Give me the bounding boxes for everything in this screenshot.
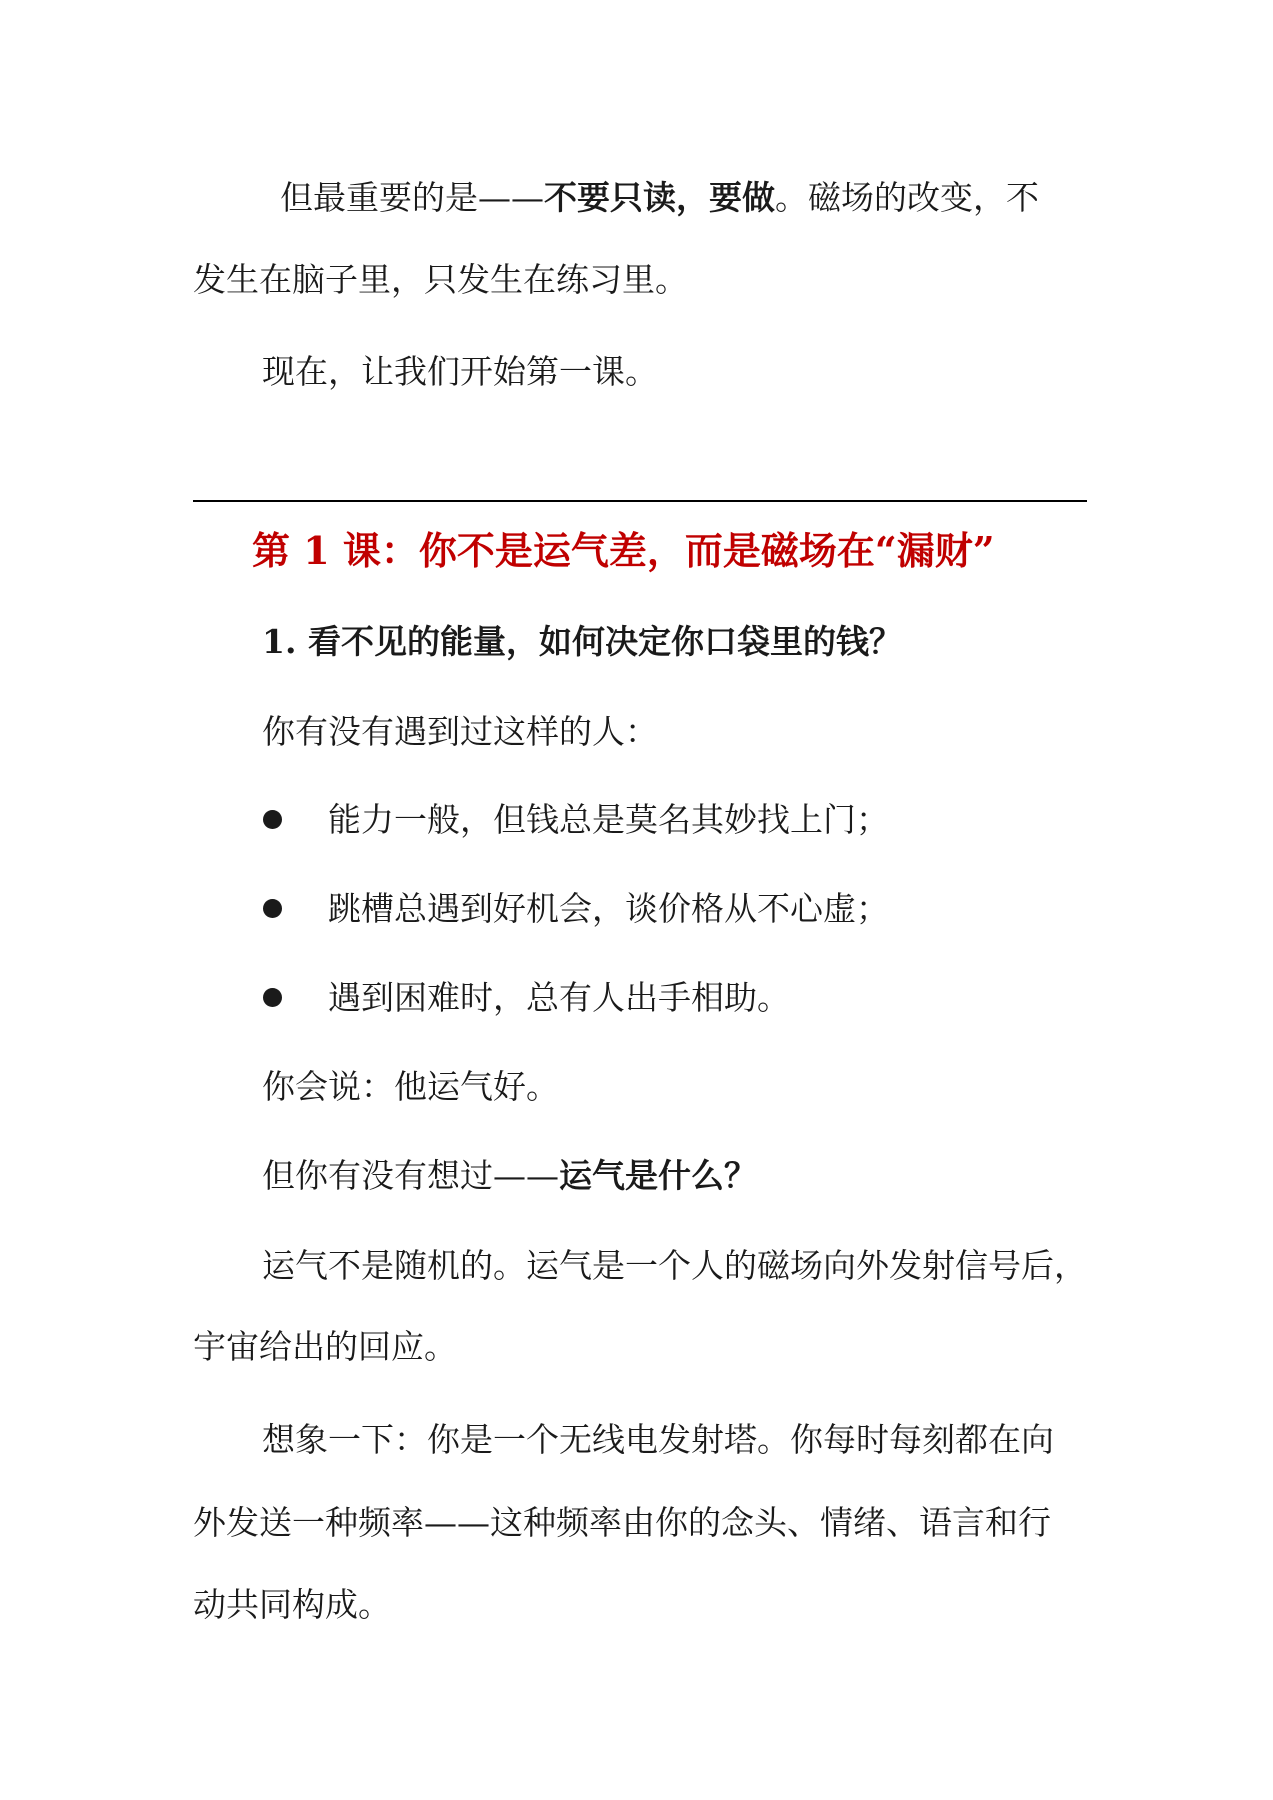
intro-text-bold: 不要只读，要做: [544, 178, 775, 217]
lesson-heading: 第 1 课：你不是运气差，而是磁场在“漏财”: [252, 528, 995, 573]
imagine-paragraph-line-3: 动共同构成。: [193, 1585, 391, 1624]
luck-paragraph-line-1: 运气不是随机的。运气是一个人的磁场向外发射信号后，: [262, 1246, 1087, 1285]
bullet-item-1: 能力一般，但钱总是莫名其妙找上门；: [328, 800, 889, 839]
luck-paragraph-line-2: 宇宙给出的回应。: [193, 1327, 457, 1366]
question-text: 你有没有遇到过这样的人：: [262, 712, 658, 751]
intro-paragraph-line-1: [280, 178, 1039, 218]
intro-text-end: 。磁场的改变，不: [775, 178, 1039, 217]
bullet-item-3: 遇到困难时，总有人出手相助。: [328, 978, 790, 1017]
intro-paragraph-line-2: 发生在脑子里，只发生在练习里。: [193, 260, 688, 299]
lesson-subheading: 1. 看不见的能量，如何决定你口袋里的钱？: [262, 622, 902, 661]
imagine-paragraph-line-1: 想象一下：你是一个无线电发射塔。你每时每刻都在向: [262, 1420, 1054, 1459]
but-question-line: [262, 1156, 757, 1196]
section-divider: [193, 500, 1087, 502]
imagine-paragraph-line-2: 外发送一种频率——这种频率由你的念头、情绪、语言和行: [193, 1503, 1051, 1542]
but-text-bold: 运气是什么？: [559, 1156, 757, 1195]
but-text-start: 但你有没有想过——: [262, 1156, 559, 1195]
bullet-dot: [263, 810, 282, 829]
intro-text-start: 但最重要的是——: [280, 178, 544, 217]
bullet-dot: [263, 988, 282, 1007]
intro-paragraph-2: 现在，让我们开始第一课。: [262, 352, 658, 391]
bullet-item-2: 跳槽总遇到好机会，谈价格从不心虚；: [328, 889, 889, 928]
bullet-dot: [263, 899, 282, 918]
you-say-text: 你会说：他运气好。: [262, 1067, 559, 1106]
